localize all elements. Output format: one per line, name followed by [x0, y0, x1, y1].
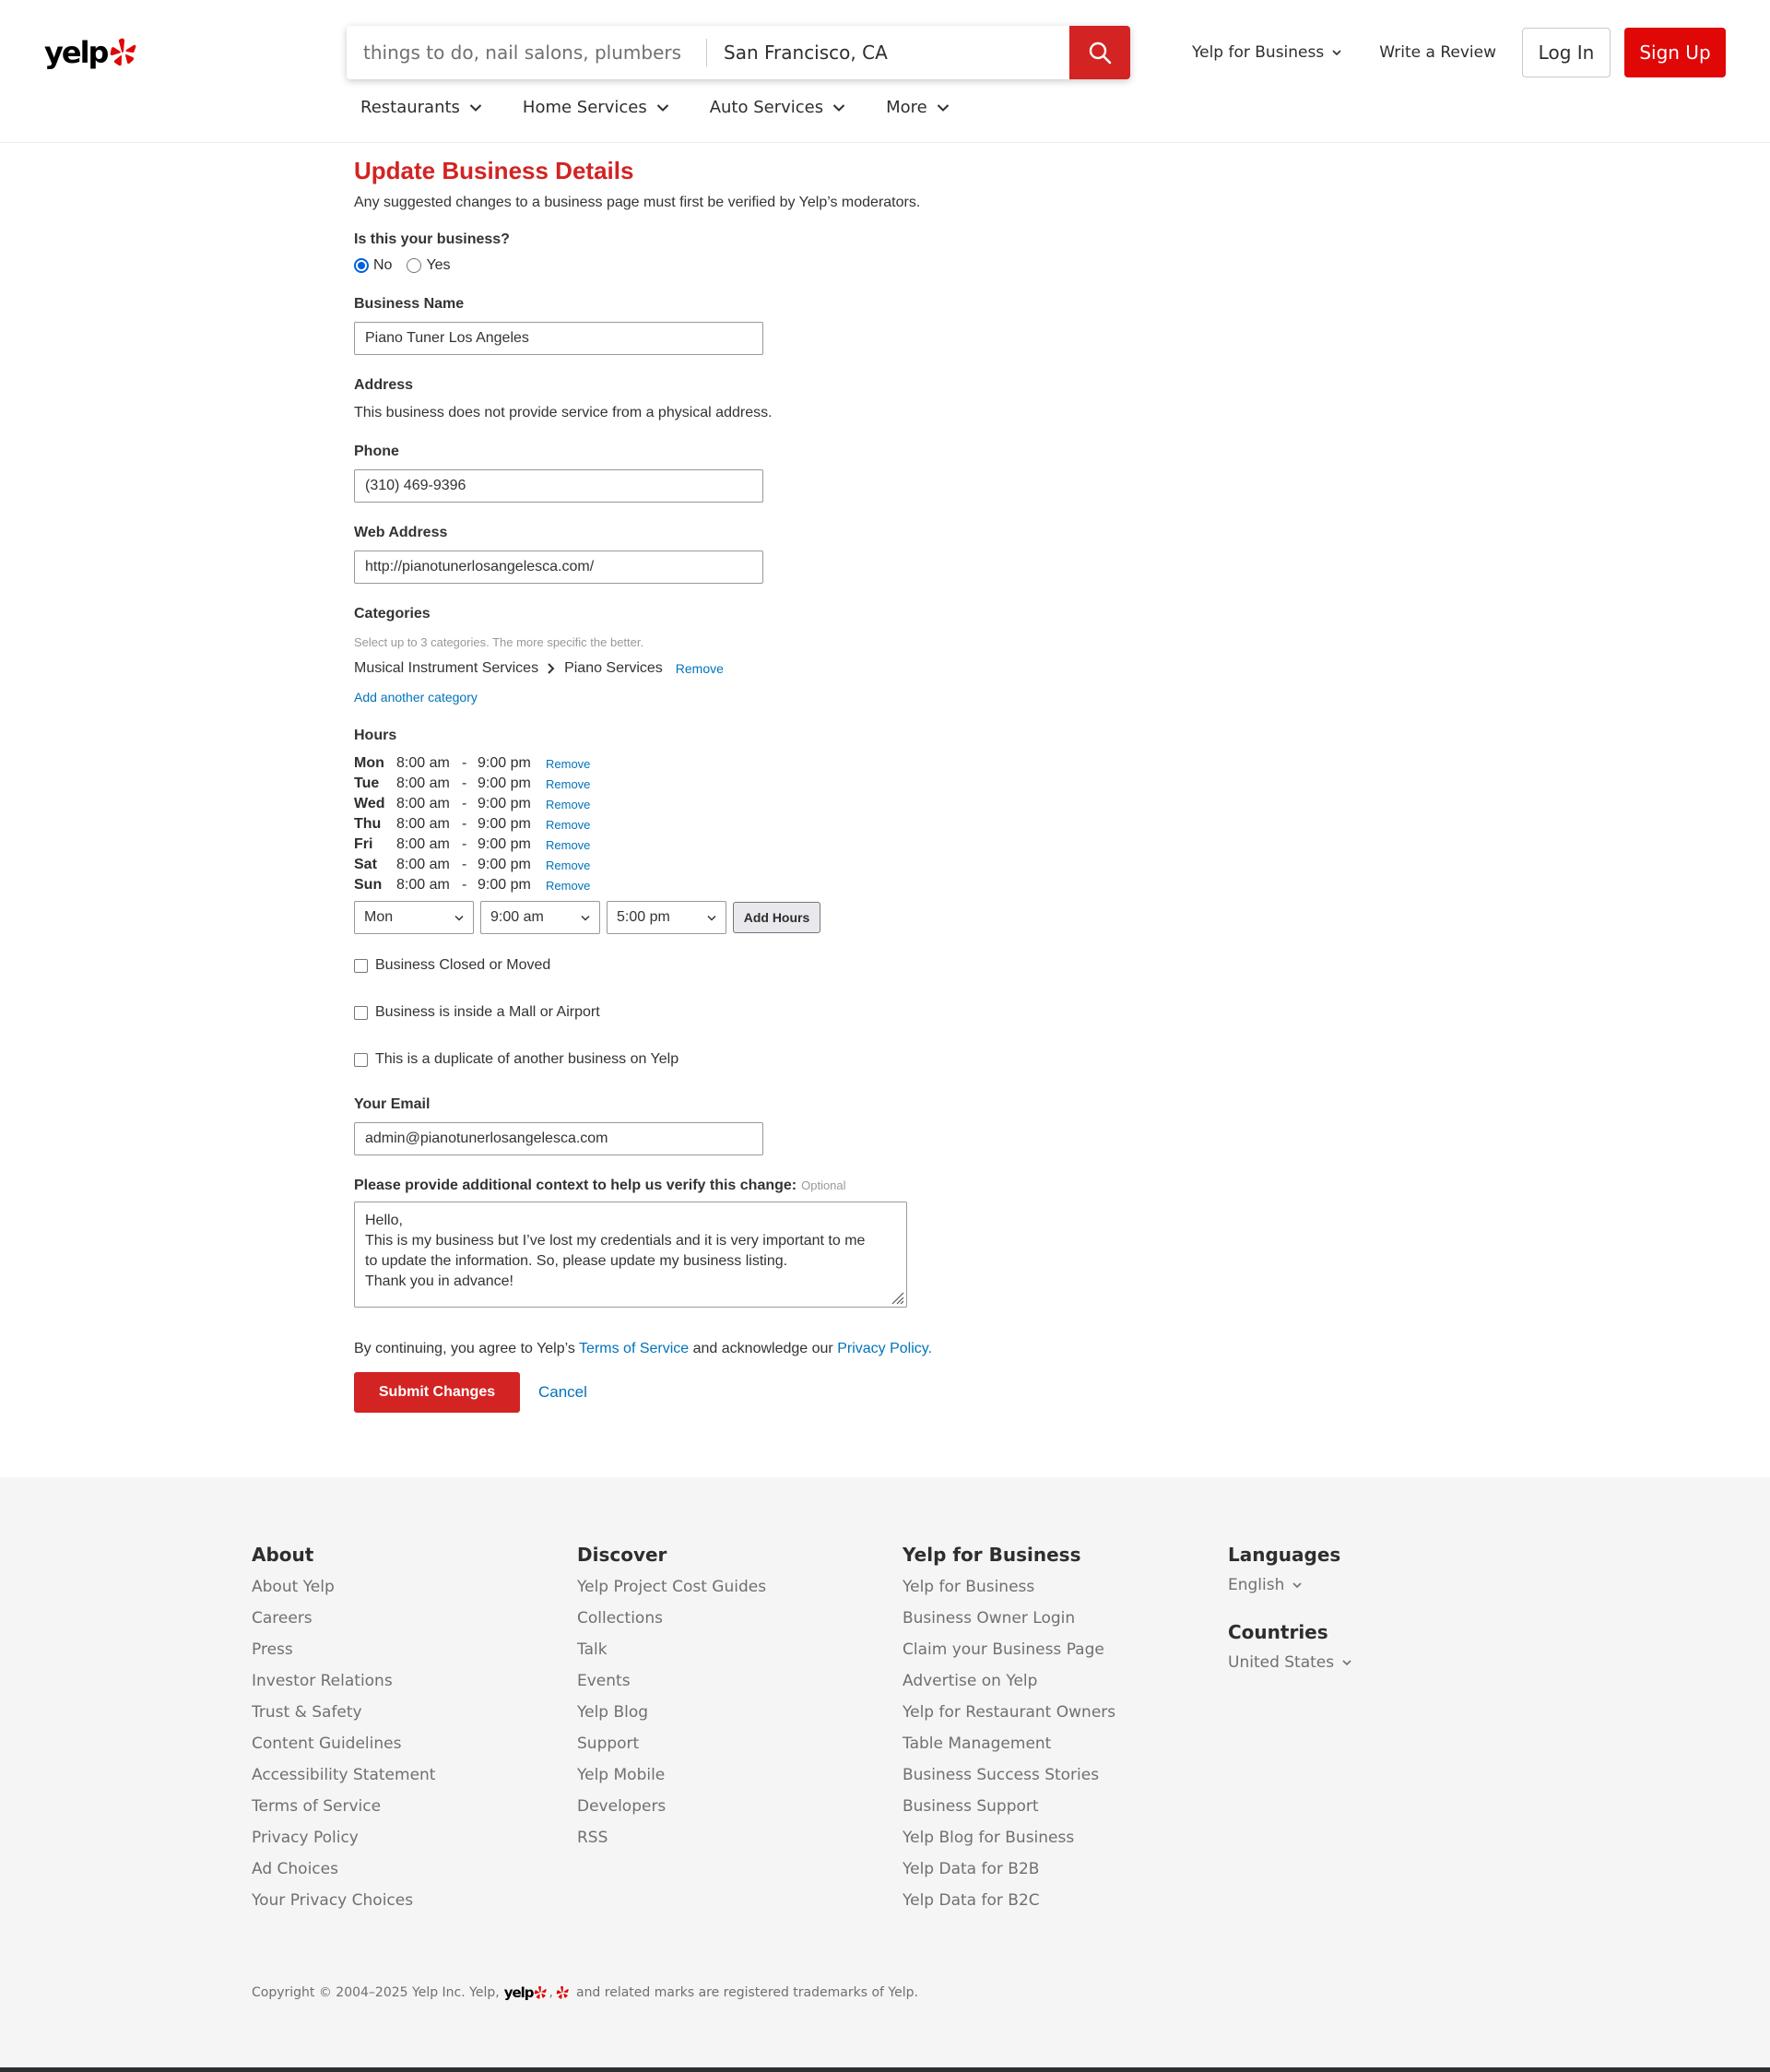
location-input[interactable]: San Francisco, CA — [724, 41, 888, 64]
hours-day: Sun — [354, 877, 383, 893]
footer-link[interactable]: Yelp Data for B2C — [903, 1891, 1040, 1910]
yelp-burst-icon — [109, 37, 136, 68]
hours-row — [354, 855, 1055, 875]
context-line: to update the information. So, please update my business listing. — [365, 1253, 788, 1269]
footer-about-column — [252, 1544, 435, 1911]
nav-label: Auto Services — [709, 98, 824, 117]
footer-link[interactable]: Content Guidelines — [252, 1735, 402, 1753]
hours-open: 8:00 am — [396, 776, 450, 791]
language-value: English — [1228, 1576, 1285, 1594]
hours-dash: - — [462, 796, 467, 811]
hours-open: 8:00 am — [396, 755, 450, 771]
resize-handle-icon[interactable] — [890, 1290, 904, 1305]
open-time-select[interactable] — [480, 901, 600, 934]
footer-heading: Countries — [1228, 1621, 1328, 1643]
context-optional: Optional — [801, 1178, 846, 1192]
hours-dash: - — [462, 816, 467, 832]
hours-day: Thu — [354, 816, 382, 832]
nav-label: More — [886, 98, 927, 117]
closed-checkbox[interactable] — [354, 959, 368, 973]
web-address-input[interactable]: http://pianotunerlosangelesca.com/ — [354, 551, 763, 584]
login-button[interactable]: Log In — [1522, 28, 1611, 77]
form-actions — [354, 1372, 1055, 1413]
hours-day: Wed — [354, 796, 385, 811]
footer-link[interactable]: Table Management — [903, 1735, 1052, 1753]
site-header — [0, 0, 1770, 143]
footer-link[interactable]: Accessibility Statement — [252, 1766, 436, 1784]
footer-link[interactable]: Privacy Policy — [252, 1829, 359, 1847]
footer-link[interactable]: Yelp Blog — [577, 1703, 649, 1722]
hours-dash: - — [462, 755, 467, 771]
phone-label: Phone — [354, 444, 399, 459]
hours-day: Tue — [354, 776, 380, 791]
close-select-value: 5:00 pm — [617, 909, 670, 925]
footer-link[interactable]: Yelp for Restaurant Owners — [903, 1703, 1116, 1722]
footer-heading: Discover — [577, 1544, 667, 1566]
cancel-link[interactable]: Cancel — [538, 1383, 587, 1401]
add-hours-row — [354, 901, 1055, 934]
search-input[interactable]: things to do, nail salons, plumbers — [363, 41, 682, 64]
category-child: Piano Services — [564, 660, 663, 676]
email-label: Your Email — [354, 1096, 431, 1112]
business-name-input[interactable]: Piano Tuner Los Angeles — [354, 322, 763, 355]
footer-link[interactable]: Press — [252, 1640, 293, 1659]
write-review-link[interactable]: Write a Review — [1379, 43, 1496, 62]
footer-business-column — [903, 1544, 1115, 1911]
logo-wordmark: yelp — [44, 35, 108, 70]
hours-row — [354, 794, 1055, 814]
hours-day: Fri — [354, 836, 373, 852]
hours-row — [354, 814, 1055, 835]
footer-link[interactable]: Developers — [577, 1797, 667, 1816]
country-selector[interactable] — [1228, 1652, 1352, 1673]
footer-link[interactable]: Yelp Data for B2B — [903, 1860, 1040, 1878]
duplicate-checkbox-row — [354, 1051, 1055, 1068]
mall-label: Business is inside a Mall or Airport — [375, 1004, 600, 1020]
hours-close: 9:00 pm — [478, 776, 531, 791]
footer-link[interactable]: Terms of Service — [252, 1797, 382, 1816]
footer-heading: Languages — [1228, 1544, 1341, 1566]
hours-close: 9:00 pm — [478, 877, 531, 893]
remove-category-link[interactable]: Remove — [675, 661, 724, 676]
radio-yes[interactable] — [407, 258, 421, 273]
page-subtitle: Any suggested changes to a business page must first be verified by Yelp’s moderators. — [354, 195, 921, 210]
hours-row — [354, 774, 1055, 794]
footer-heading: About — [252, 1544, 314, 1566]
yelp-burst-icon — [534, 1985, 547, 2000]
context-line: Hello, — [365, 1213, 403, 1228]
categories-hint: Select up to 3 categories. The more specific the better. — [354, 635, 644, 649]
web-address-label: Web Address — [354, 525, 448, 540]
remove-hours-link[interactable]: Remove — [546, 878, 591, 893]
radio-yes-label: Yes — [426, 257, 451, 273]
hours-open: 8:00 am — [396, 796, 450, 811]
address-text: This business does not provide service from a physical address. — [354, 405, 773, 420]
hours-close: 9:00 pm — [478, 857, 531, 872]
yelp-wordmark-small: yelp — [503, 1984, 534, 2001]
close-time-select[interactable] — [607, 901, 726, 934]
chevron-down-icon — [581, 915, 590, 921]
nav-label: Home Services — [522, 98, 647, 117]
business-name-label: Business Name — [354, 296, 465, 312]
yfb-label: Yelp for Business — [1191, 43, 1325, 62]
search-bar — [347, 26, 1130, 79]
footer-heading: Yelp for Business — [903, 1544, 1081, 1566]
hours-day: Mon — [354, 755, 384, 771]
nav-more[interactable] — [886, 98, 950, 117]
chevron-down-icon — [832, 103, 845, 112]
remove-hours-link[interactable]: Remove — [546, 776, 591, 791]
signup-button[interactable]: Sign Up — [1624, 28, 1726, 77]
footer-link[interactable]: RSS — [577, 1829, 608, 1847]
footer-link[interactable]: Trust & Safety — [252, 1703, 362, 1722]
radio-no[interactable] — [354, 258, 369, 273]
hours-dash: - — [462, 836, 467, 852]
context-label-row — [354, 1178, 1055, 1194]
category-item — [354, 660, 1055, 677]
page-title: Update Business Details — [354, 157, 634, 184]
context-line: Thank you in advance! — [365, 1273, 513, 1289]
hours-close: 9:00 pm — [478, 755, 531, 771]
chevron-down-icon — [454, 915, 464, 921]
chevron-down-icon — [1341, 1659, 1352, 1666]
duplicate-checkbox[interactable] — [354, 1053, 368, 1067]
hours-open: 8:00 am — [396, 836, 450, 852]
nav-auto-services[interactable] — [710, 98, 845, 117]
footer-link[interactable]: Events — [577, 1672, 631, 1690]
chevron-down-icon — [469, 103, 482, 112]
footer-link[interactable]: Yelp Project Cost Guides — [577, 1578, 767, 1596]
footer-link[interactable]: Claim your Business Page — [903, 1640, 1104, 1659]
nav-label: Restaurants — [360, 98, 460, 117]
hours-close: 9:00 pm — [478, 836, 531, 852]
hours-row — [354, 875, 1055, 895]
agree-mid: and acknowledge our — [689, 1341, 838, 1356]
country-value: United States — [1228, 1653, 1335, 1672]
mall-checkbox[interactable] — [354, 1006, 368, 1020]
terms-link[interactable]: Terms of Service — [579, 1341, 690, 1356]
remove-hours-link[interactable]: Remove — [546, 797, 591, 811]
footer-discover-column — [577, 1544, 766, 1848]
footer-link[interactable]: Advertise on Yelp — [903, 1672, 1038, 1690]
footer-link[interactable]: About Yelp — [252, 1578, 335, 1596]
hours-day: Sat — [354, 857, 377, 872]
chevron-down-icon — [656, 103, 669, 112]
hours-row — [354, 753, 1055, 774]
yelp-logo[interactable] — [44, 35, 136, 70]
own-business-radios — [354, 257, 1055, 274]
remove-hours-link[interactable]: Remove — [546, 756, 591, 771]
remove-hours-link[interactable]: Remove — [546, 837, 591, 852]
footer-link[interactable]: Support — [577, 1735, 640, 1753]
language-selector[interactable] — [1228, 1575, 1352, 1595]
closed-checkbox-row — [354, 957, 1055, 974]
header-actions — [1192, 28, 1726, 77]
search-button[interactable] — [1069, 26, 1130, 79]
hours-close: 9:00 pm — [478, 796, 531, 811]
phone-input[interactable]: (310) 469-9396 — [354, 469, 763, 503]
hours-open: 8:00 am — [396, 877, 450, 893]
site-footer — [0, 1477, 1770, 2067]
footer-locale-column — [1228, 1544, 1352, 1673]
footer-link[interactable]: Talk — [577, 1640, 608, 1659]
category-parent: Musical Instrument Services — [354, 660, 539, 676]
update-business-form — [354, 157, 1055, 1413]
hours-row — [354, 835, 1055, 855]
context-label: Please provide additional context to help us verify this change: — [354, 1178, 797, 1193]
category-nav — [347, 98, 990, 117]
hours-list — [354, 753, 1055, 895]
context-textarea[interactable] — [354, 1202, 907, 1308]
remove-hours-link[interactable]: Remove — [546, 817, 591, 832]
footer-link[interactable]: Ad Choices — [252, 1860, 338, 1878]
duplicate-label: This is a duplicate of another business on Yelp — [375, 1051, 679, 1067]
hours-dash: - — [462, 877, 467, 893]
yelp-burst-icon — [556, 1985, 569, 2000]
mall-checkbox-row — [354, 1004, 1055, 1021]
copyright-prefix: Copyright © 2004–2025 Yelp Inc. Yelp, — [252, 1985, 500, 2000]
own-business-label: Is this your business? — [354, 231, 510, 247]
radio-no-label: No — [373, 257, 393, 273]
footer-link[interactable]: Business Owner Login — [903, 1609, 1076, 1628]
day-select-value: Mon — [364, 909, 394, 925]
hours-dash: - — [462, 857, 467, 872]
copyright-suffix: and related marks are registered trademarks of Yelp. — [575, 1985, 918, 2000]
submit-changes-button[interactable]: Submit Changes — [354, 1372, 520, 1413]
remove-hours-link[interactable]: Remove — [546, 858, 591, 872]
agree-prefix: By continuing, you agree to Yelp’s — [354, 1341, 580, 1356]
chevron-down-icon — [707, 915, 716, 921]
privacy-link[interactable]: Privacy Policy. — [837, 1341, 933, 1356]
page-bottom-bar — [0, 2067, 1770, 2072]
chevron-down-icon — [1292, 1581, 1303, 1589]
footer-link[interactable]: Business Support — [903, 1797, 1039, 1816]
email-input[interactable]: admin@pianotunerlosangelesca.com — [354, 1122, 763, 1155]
address-label: Address — [354, 377, 414, 393]
footer-link[interactable]: Business Success Stories — [903, 1766, 1100, 1784]
hours-label: Hours — [354, 728, 397, 743]
footer-link[interactable]: Careers — [252, 1609, 313, 1628]
chevron-right-icon — [546, 662, 557, 675]
hours-dash: - — [462, 776, 467, 791]
footer-link[interactable]: Yelp Mobile — [577, 1766, 666, 1784]
footer-link[interactable]: Yelp Blog for Business — [903, 1829, 1075, 1847]
copyright: Copyright © 2004–2025 Yelp Inc. Yelp, yelp , and related marks are registered trademarks of Yelp. — [252, 1984, 918, 2001]
add-hours-button[interactable]: Add Hours — [733, 902, 820, 933]
yelp-for-business-menu[interactable] — [1192, 43, 1342, 62]
footer-link[interactable]: Collections — [577, 1609, 663, 1628]
footer-link[interactable]: Yelp for Business — [903, 1578, 1035, 1596]
context-line: This is my business but I’ve lost my credentials and it is very important to me — [365, 1233, 866, 1249]
categories-label: Categories — [354, 606, 431, 622]
hours-open: 8:00 am — [396, 816, 450, 832]
open-select-value: 9:00 am — [490, 909, 544, 925]
day-select[interactable] — [354, 901, 474, 934]
nav-home-services[interactable] — [523, 98, 669, 117]
footer-link[interactable]: Your Privacy Choices — [252, 1891, 414, 1910]
agreement-text — [354, 1341, 1055, 1357]
add-category-link[interactable]: Add another category — [354, 690, 478, 704]
hours-close: 9:00 pm — [478, 816, 531, 832]
closed-label: Business Closed or Moved — [375, 957, 551, 973]
nav-restaurants[interactable] — [360, 98, 482, 117]
chevron-down-icon — [1331, 49, 1342, 56]
search-icon — [1088, 41, 1112, 65]
chevron-down-icon — [937, 103, 950, 112]
footer-link[interactable]: Investor Relations — [252, 1672, 393, 1690]
hours-open: 8:00 am — [396, 857, 450, 872]
